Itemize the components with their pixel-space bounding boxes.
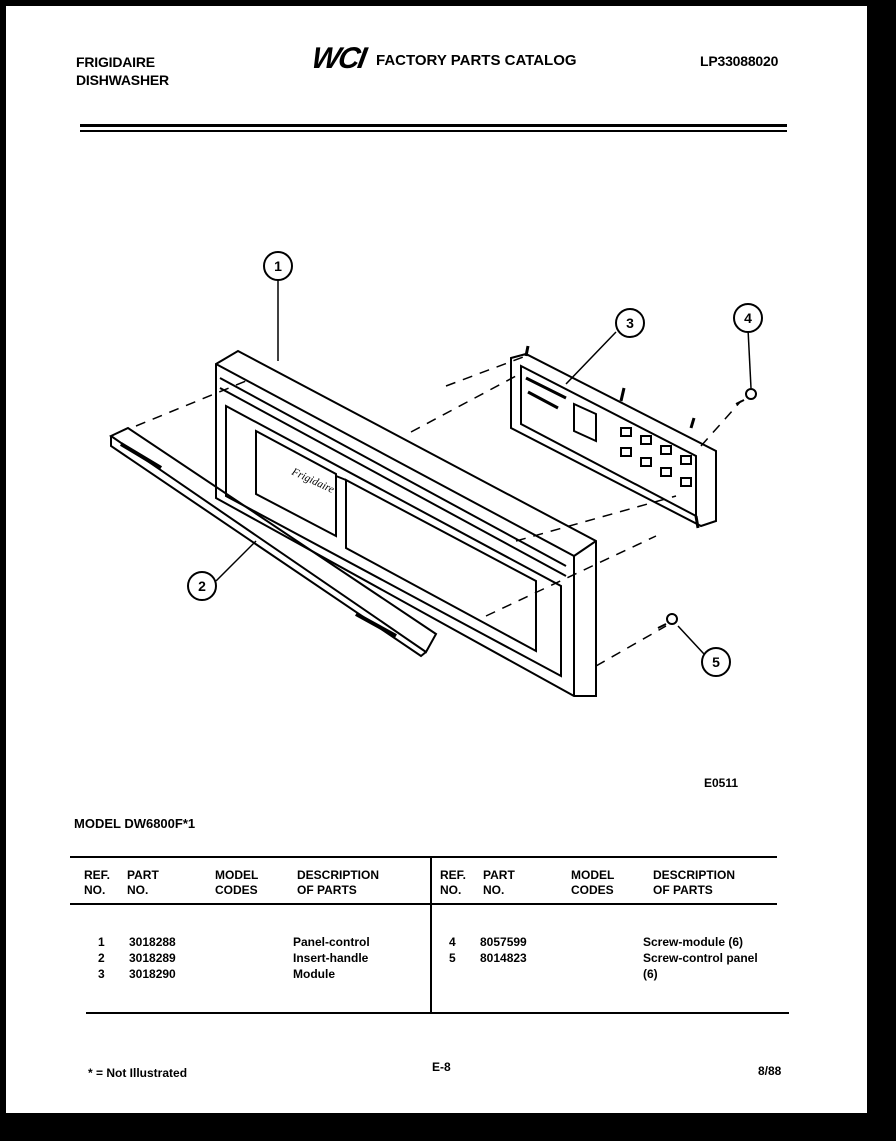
product-name: DISHWASHER	[76, 72, 169, 88]
callout-5	[702, 648, 730, 676]
brand-name: FRIGIDAIRE	[76, 54, 155, 70]
wci-logo: WCI	[309, 42, 368, 75]
table-row-desc: Insert-handle	[293, 951, 369, 965]
exploded-diagram	[96, 236, 796, 736]
callout-3-label: 3	[626, 315, 634, 331]
table-row-desc-cont: (6)	[643, 967, 658, 981]
callout-4	[734, 304, 762, 332]
handle-insert-part	[111, 428, 436, 656]
table-row-part: 8014823	[480, 951, 527, 965]
table-row-part: 3018289	[129, 951, 176, 965]
model-line: MODEL DW6800F*1	[74, 816, 196, 831]
header-model-right: MODEL CODES	[571, 868, 615, 897]
header-ref-right: REF. NO.	[440, 868, 467, 897]
header-ref-left: REF. NO.	[84, 868, 111, 897]
table-row-ref: 3	[98, 967, 105, 981]
brand-block	[76, 53, 169, 89]
table-top-rule	[70, 856, 777, 858]
callout-2-label: 2	[198, 578, 206, 594]
alignment-lines	[136, 356, 741, 666]
module-screw-part	[736, 389, 756, 404]
header-rule-top	[80, 124, 787, 127]
table-row-ref: 2	[98, 951, 105, 965]
frigidaire-badge: Frigidaire	[289, 465, 336, 496]
table-row-part: 8057599	[480, 935, 527, 949]
control-panel-part	[216, 351, 596, 696]
catalog-title: FACTORY PARTS CATALOG	[376, 52, 577, 69]
table-row-part: 3018288	[129, 935, 176, 949]
header-part-left: PART NO.	[127, 868, 159, 897]
header-desc-right: DESCRIPTION OF PARTS	[653, 868, 736, 897]
module-part	[511, 346, 716, 528]
table-row-part: 3018290	[129, 967, 176, 981]
callout-5-label: 5	[712, 654, 720, 670]
header-model-left: MODEL CODES	[215, 868, 259, 897]
header-rule-bottom	[80, 130, 787, 132]
catalog-page	[6, 6, 867, 1113]
table-header-rule	[70, 903, 777, 905]
table-row-ref: 4	[449, 935, 456, 949]
page-number: E-8	[432, 1060, 451, 1074]
table-divider	[430, 856, 432, 1014]
table-row-ref: 5	[449, 951, 456, 965]
table-row-desc: Panel-control	[293, 935, 370, 949]
panel-screw-part	[658, 614, 677, 628]
table-row-desc: Module	[293, 967, 335, 981]
table-row-desc: Screw-control panel	[643, 951, 758, 965]
table-row-ref: 1	[98, 935, 105, 949]
callout-3	[616, 309, 644, 337]
header-part-right: PART NO.	[483, 868, 515, 897]
header-desc-left: DESCRIPTION OF PARTS	[297, 868, 380, 897]
callout-4-label: 4	[744, 310, 752, 326]
footer-note: * = Not Illustrated	[88, 1066, 188, 1080]
table-bottom-rule	[86, 1012, 789, 1014]
footer-date: 8/88	[758, 1064, 782, 1078]
callout-2	[188, 572, 216, 600]
catalog-id: LP33088020	[700, 53, 779, 69]
callout-1-label: 1	[274, 258, 282, 274]
figure-code: E0511	[704, 776, 739, 790]
table-row-desc: Screw-module (6)	[643, 935, 744, 949]
callout-1	[264, 252, 292, 280]
